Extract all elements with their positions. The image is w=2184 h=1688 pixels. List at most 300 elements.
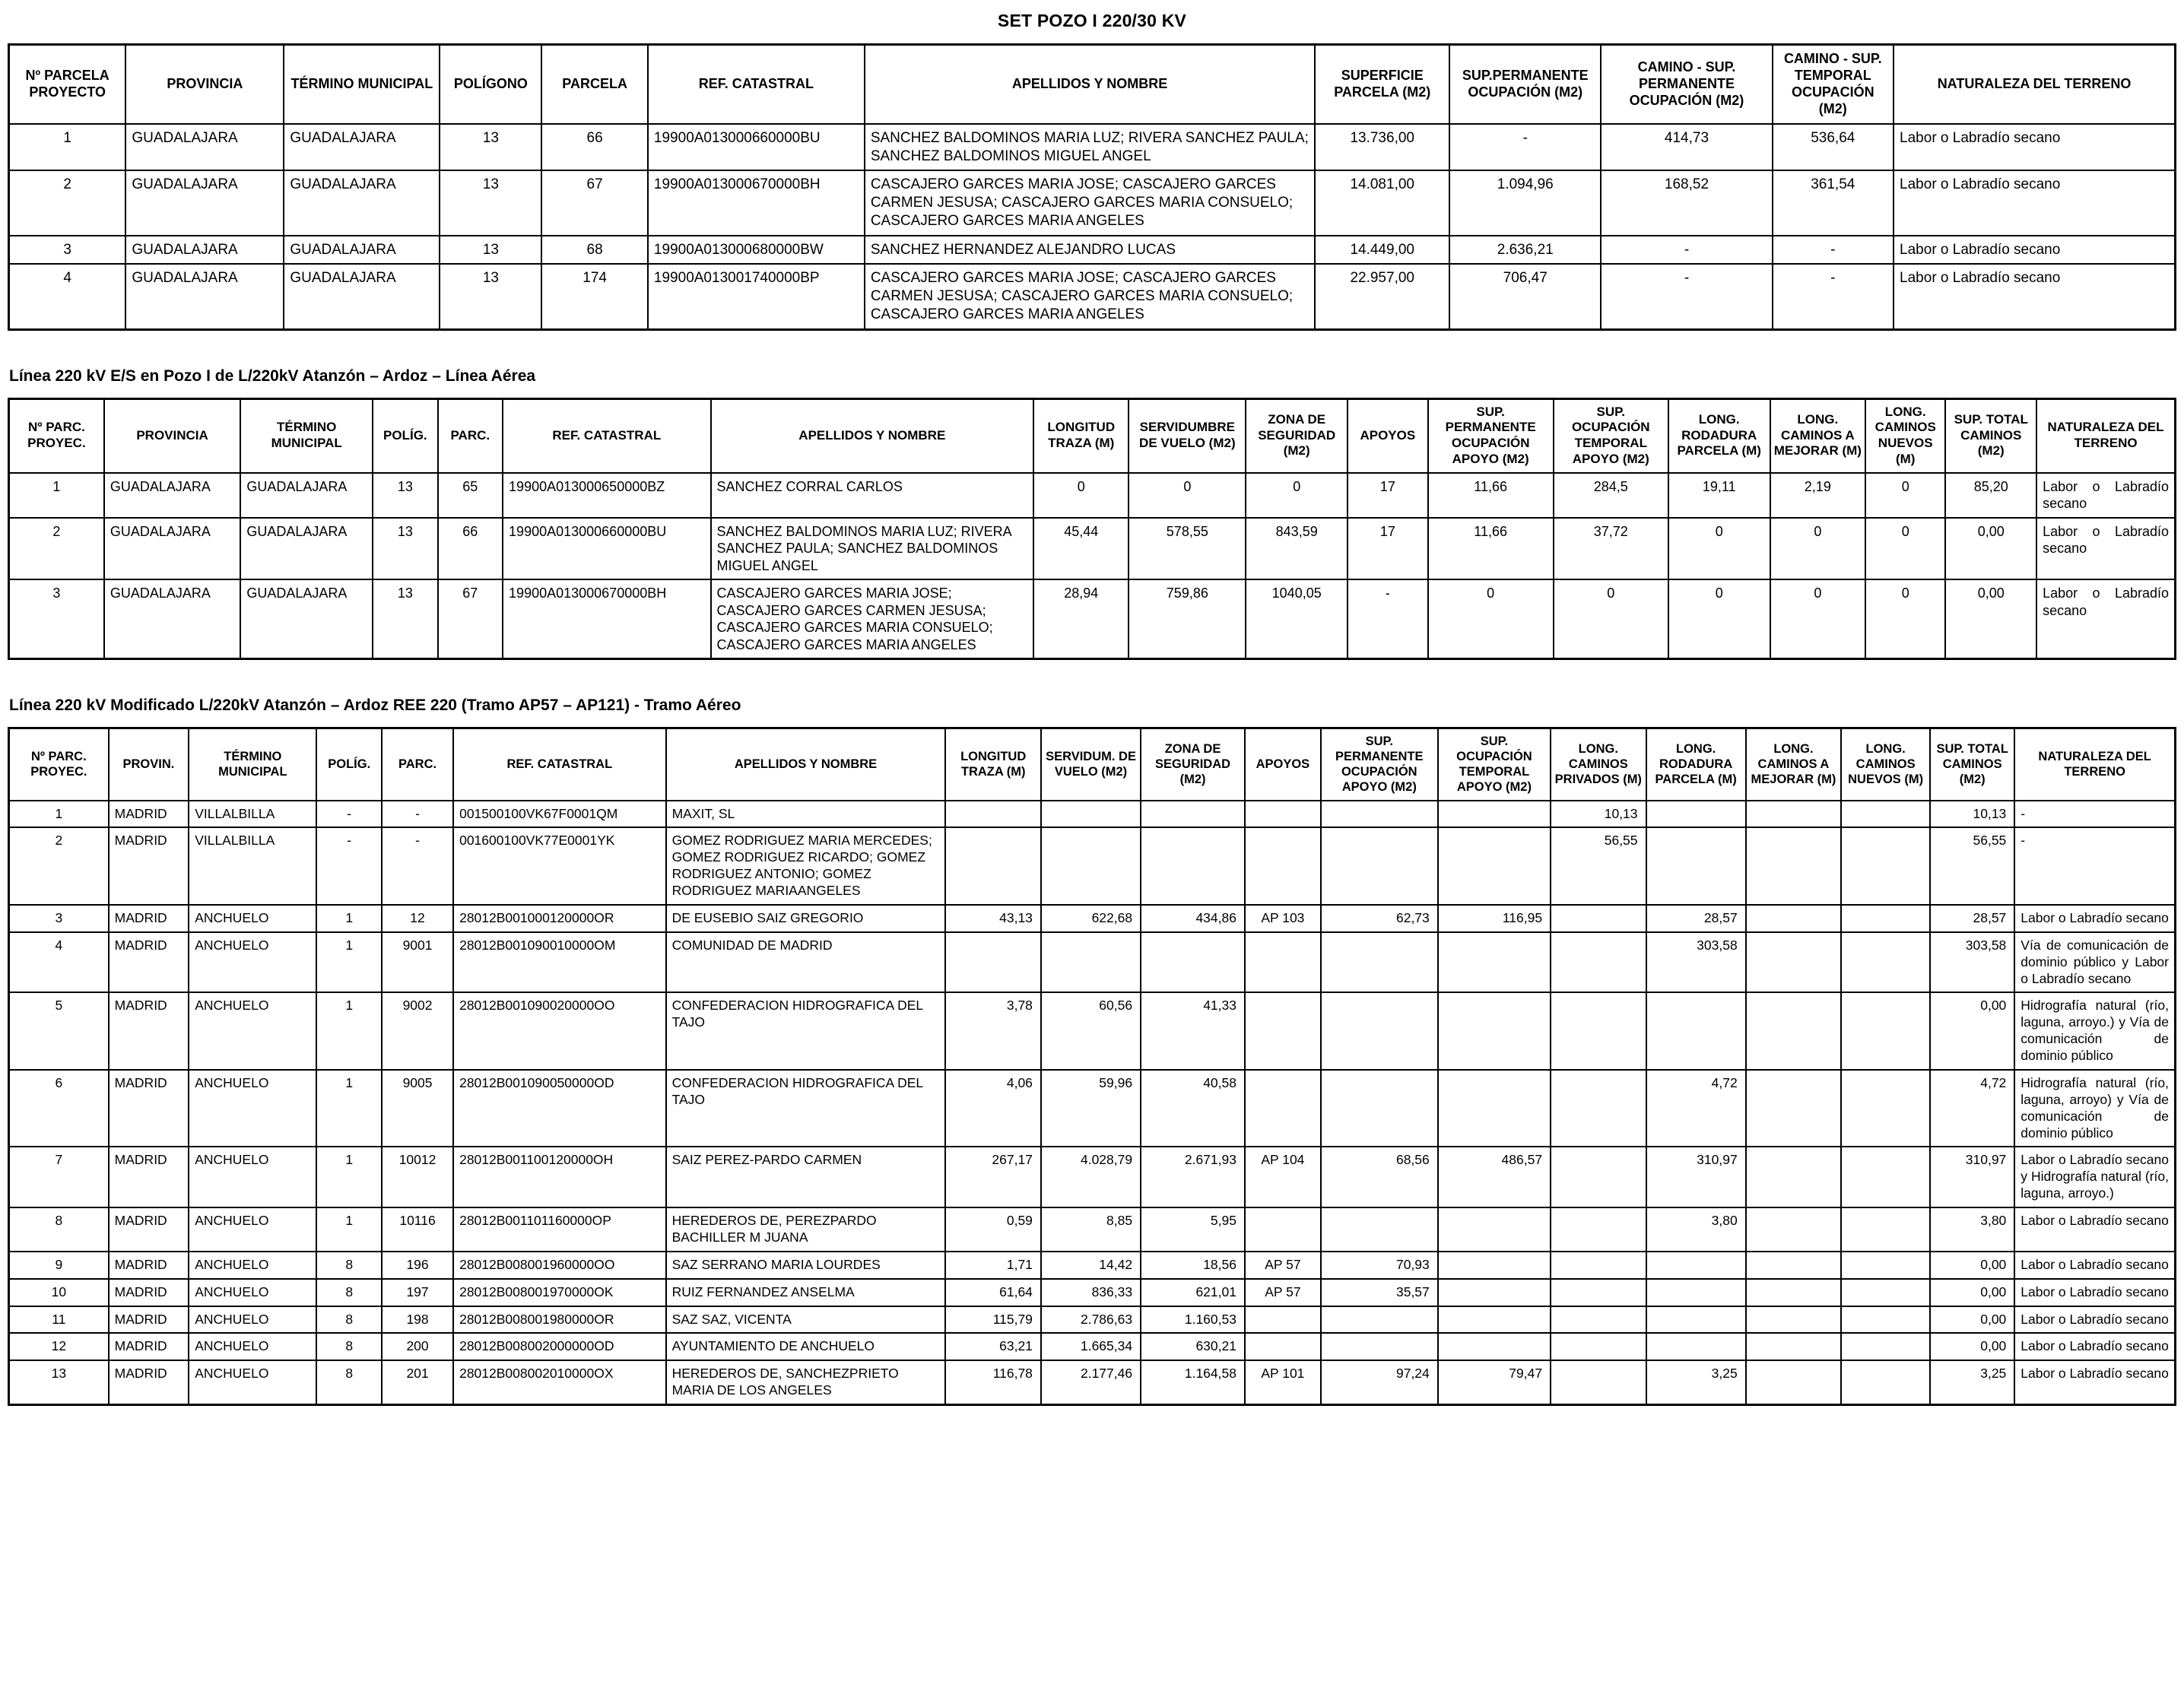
column-header: SUP. OCUPACIÓN TEMPORAL APOYO (M2) — [1438, 728, 1551, 801]
table-cell: 10,13 — [1551, 801, 1646, 828]
table-cell: 2 — [9, 827, 109, 905]
table-cell: CASCAJERO GARCES MARIA JOSE; CASCAJERO GARCES CARMEN JESUSA; CASCAJERO GARCES MARIA CONSUELO; CASCAJERO GARCES MARIA ANGELES — [711, 579, 1034, 659]
table-cell: 68,56 — [1321, 1147, 1438, 1207]
table-cell: 79,47 — [1438, 1360, 1551, 1404]
table-cell: Labor o Labradío secano — [2014, 1207, 2175, 1252]
table-cell — [1321, 1333, 1438, 1360]
column-header: ZONA DE SEGURIDAD (M2) — [1246, 398, 1348, 472]
table-cell: 28012B008001960000OO — [453, 1252, 665, 1279]
table-cell — [1245, 932, 1321, 993]
table-cell: 19900A013000680000BW — [648, 236, 865, 265]
column-header: PROVIN. — [109, 728, 189, 801]
table-cell — [1646, 992, 1746, 1070]
table-cell: 66 — [541, 124, 648, 171]
table-cell: Hidrografía natural (río, laguna, arroyo.) y Vía de comunicación de dominio público — [2014, 992, 2175, 1070]
table-cell — [1438, 1070, 1551, 1147]
table-cell: 0,00 — [1930, 1279, 2014, 1306]
table-body — [9, 801, 2176, 1405]
table-cell: 0 — [1246, 473, 1348, 518]
table-cell: 116,78 — [945, 1360, 1040, 1404]
table-cell: MADRID — [109, 932, 189, 993]
table-row — [9, 1207, 2176, 1252]
table-cell: GUADALAJARA — [125, 124, 284, 171]
column-header: REF. CATASTRAL — [648, 45, 865, 124]
table-cell — [1551, 1360, 1646, 1404]
table-cell: 310,97 — [1930, 1147, 2014, 1207]
table-cell: ANCHUELO — [189, 1360, 316, 1404]
table-row — [9, 1360, 2176, 1404]
table-header — [9, 728, 2176, 801]
table-cell: 197 — [382, 1279, 453, 1306]
table-cell: DE EUSEBIO SAIZ GREGORIO — [666, 905, 946, 932]
table-cell: 5,95 — [1141, 1207, 1245, 1252]
table-cell — [1746, 1279, 1841, 1306]
column-header: SUP. PERMANENTE OCUPACIÓN APOYO (M2) — [1321, 728, 1438, 801]
table-cell: MADRID — [109, 992, 189, 1070]
table-cell: 19900A013000670000BH — [503, 579, 711, 659]
table-cell: 59,96 — [1041, 1070, 1141, 1147]
column-header: APELLIDOS Y NOMBRE — [711, 398, 1034, 472]
table-cell — [1841, 905, 1930, 932]
table-cell — [1438, 827, 1551, 905]
table-cell: 174 — [541, 264, 648, 329]
table-cell: 19,11 — [1668, 473, 1770, 518]
table-cell — [1841, 932, 1930, 993]
column-header: POLÍG. — [316, 728, 382, 801]
table-cell: ANCHUELO — [189, 1252, 316, 1279]
table-cell: - — [2014, 827, 2175, 905]
table-cell: VILLALBILLA — [189, 801, 316, 828]
table-cell — [1551, 1252, 1646, 1279]
table-cell — [1551, 1306, 1646, 1334]
table-cell: 65 — [438, 473, 503, 518]
table-cell — [1321, 992, 1438, 1070]
table-cell: ANCHUELO — [189, 1207, 316, 1252]
table-cell: 12 — [9, 1333, 109, 1360]
table-cell: 12 — [382, 905, 453, 932]
table-row — [9, 1306, 2176, 1334]
table-cell — [1746, 1070, 1841, 1147]
table-cell: MADRID — [109, 1147, 189, 1207]
table-cell: GUADALAJARA — [125, 170, 284, 235]
column-header: SUP.PERMANENTE OCUPACIÓN (M2) — [1449, 45, 1601, 124]
table-cell: 1 — [316, 905, 382, 932]
table-cell: - — [1773, 236, 1894, 265]
table-cell: CASCAJERO GARCES MARIA JOSE; CASCAJERO GARCES CARMEN JESUSA; CASCAJERO GARCES MARIA CONSUELO; CASCAJERO GARCES MARIA ANGELES — [865, 264, 1316, 329]
table-cell: 843,59 — [1246, 518, 1348, 580]
table-cell: Labor o Labradío secano — [2014, 905, 2175, 932]
table-cell: - — [382, 801, 453, 828]
table-cell: 3 — [9, 579, 104, 659]
table-row — [9, 1279, 2176, 1306]
column-header: SUP. OCUPACIÓN TEMPORAL APOYO (M2) — [1554, 398, 1668, 472]
table-cell — [945, 932, 1040, 993]
table-cell: MADRID — [109, 905, 189, 932]
table-row — [9, 905, 2176, 932]
table-cell: 8 — [316, 1306, 382, 1334]
table-cell — [1646, 827, 1746, 905]
table-cell: 1 — [316, 992, 382, 1070]
table-cell — [945, 801, 1040, 828]
table-row — [9, 236, 2176, 265]
table-cell: 10012 — [382, 1147, 453, 1207]
table-cell: CONFEDERACION HIDROGRAFICA DEL TAJO — [666, 1070, 946, 1147]
table-cell: - — [1773, 264, 1894, 329]
table-cell: 284,5 — [1554, 473, 1668, 518]
table-cell: - — [1601, 236, 1772, 265]
table-cell — [1646, 1252, 1746, 1279]
table-cell — [1438, 1306, 1551, 1334]
table-cell: 14,42 — [1041, 1252, 1141, 1279]
table-cell: 4 — [9, 264, 126, 329]
table-cell: 486,57 — [1438, 1147, 1551, 1207]
table-cell — [1746, 1252, 1841, 1279]
table-cell — [1746, 1306, 1841, 1334]
table-cell: 13 — [440, 264, 541, 329]
table-cell: 4,06 — [945, 1070, 1040, 1147]
table-cell: 13 — [373, 518, 437, 580]
table-cell: CONFEDERACION HIDROGRAFICA DEL TAJO — [666, 992, 946, 1070]
table-cell: 63,21 — [945, 1333, 1040, 1360]
table-cell: 60,56 — [1041, 992, 1141, 1070]
table-cell: GUADALAJARA — [125, 236, 284, 265]
table-cell — [1321, 1070, 1438, 1147]
table-cell: GUADALAJARA — [240, 518, 373, 580]
table-cell: 22.957,00 — [1315, 264, 1449, 329]
table-cell: AP 57 — [1245, 1252, 1321, 1279]
table-cell — [1841, 1333, 1930, 1360]
parcel-table-set-pozo — [8, 43, 2176, 331]
column-header: LONG. RODADURA PARCELA (M) — [1646, 728, 1746, 801]
table-row — [9, 827, 2176, 905]
table-cell: - — [316, 827, 382, 905]
table-cell — [1245, 827, 1321, 905]
table-cell — [1551, 1070, 1646, 1147]
table-cell: 630,21 — [1141, 1333, 1245, 1360]
table-cell: 836,33 — [1041, 1279, 1141, 1306]
table-cell: 28012B001090050000OD — [453, 1070, 665, 1147]
table-cell: 19900A013000660000BU — [503, 518, 711, 580]
table-cell: 0 — [1770, 579, 1865, 659]
table-cell: 1.665,34 — [1041, 1333, 1141, 1360]
column-header: LONGITUD TRAZA (M) — [1033, 398, 1129, 472]
table-cell: 14.081,00 — [1315, 170, 1449, 235]
table-cell: 17 — [1348, 518, 1427, 580]
table-row — [9, 801, 2176, 828]
table-cell: 17 — [1348, 473, 1427, 518]
table-cell: 13 — [440, 124, 541, 171]
table-cell: 8 — [316, 1360, 382, 1404]
column-header: APELLIDOS Y NOMBRE — [865, 45, 1316, 124]
column-header: REF. CATASTRAL — [453, 728, 665, 801]
table-cell: 267,17 — [945, 1147, 1040, 1207]
table-cell: 0 — [1668, 518, 1770, 580]
table-cell: 0,00 — [1930, 1306, 2014, 1334]
table-cell: 13.736,00 — [1315, 124, 1449, 171]
parcel-table-linea-modificado — [8, 727, 2176, 1406]
table-cell — [1321, 801, 1438, 828]
table-cell: 9 — [9, 1252, 109, 1279]
table-cell: 19900A013000670000BH — [648, 170, 865, 235]
table-cell: 1040,05 — [1246, 579, 1348, 659]
table-cell: SANCHEZ CORRAL CARLOS — [711, 473, 1034, 518]
table-cell: 310,97 — [1646, 1147, 1746, 1207]
table-cell — [1551, 1333, 1646, 1360]
table-cell: Hidrografía natural (río, laguna, arroyo) y Vía de comunicación de dominio público — [2014, 1070, 2175, 1147]
table-cell: 5 — [9, 992, 109, 1070]
table-cell: Labor o Labradío secano — [1894, 170, 2175, 235]
table-cell: 198 — [382, 1306, 453, 1334]
table-cell: 28012B001000120000OR — [453, 905, 665, 932]
column-header: LONGITUD TRAZA (M) — [945, 728, 1040, 801]
table-row — [9, 1252, 2176, 1279]
column-header: TÉRMINO MUNICIPAL — [189, 728, 316, 801]
column-header: SUP. PERMANENTE OCUPACIÓN APOYO (M2) — [1428, 398, 1554, 472]
table-cell: GUADALAJARA — [284, 170, 440, 235]
header-row — [9, 728, 2176, 801]
table-header — [9, 398, 2176, 472]
table-cell — [1245, 801, 1321, 828]
table-cell: 2 — [9, 170, 126, 235]
table-cell: MADRID — [109, 1360, 189, 1404]
table-cell — [1041, 932, 1141, 993]
table-cell: ANCHUELO — [189, 1147, 316, 1207]
table-row — [9, 1333, 2176, 1360]
table-cell: 28,57 — [1930, 905, 2014, 932]
table-cell: 10116 — [382, 1207, 453, 1252]
table-cell — [1438, 1279, 1551, 1306]
table-cell: 621,01 — [1141, 1279, 1245, 1306]
table-cell: 0,00 — [1930, 992, 2014, 1070]
table-cell: 28,94 — [1033, 579, 1129, 659]
table-cell: 56,55 — [1930, 827, 2014, 905]
table-cell — [1041, 801, 1141, 828]
column-header: APELLIDOS Y NOMBRE — [666, 728, 946, 801]
table-cell: 62,73 — [1321, 905, 1438, 932]
table-cell: 28012B008001980000OR — [453, 1306, 665, 1334]
table-cell: 19900A013001740000BP — [648, 264, 865, 329]
table-cell: ANCHUELO — [189, 1070, 316, 1147]
table-cell — [1041, 827, 1141, 905]
column-header: PROVINCIA — [125, 45, 284, 124]
table-cell — [1245, 1070, 1321, 1147]
table-cell: HEREDEROS DE, SANCHEZPRIETO MARIA DE LOS ANGELES — [666, 1360, 946, 1404]
table-cell: 578,55 — [1129, 518, 1246, 580]
column-header: NATURALEZA DEL TERRENO — [1894, 45, 2175, 124]
table-cell: 3,78 — [945, 992, 1040, 1070]
table-cell: 4.028,79 — [1041, 1147, 1141, 1207]
table-cell — [1746, 905, 1841, 932]
table-cell — [1646, 1279, 1746, 1306]
table-cell: 0,00 — [1945, 579, 2036, 659]
table-cell: 414,73 — [1601, 124, 1772, 171]
table-cell — [1551, 905, 1646, 932]
table-cell: 361,54 — [1773, 170, 1894, 235]
table-row — [9, 579, 2176, 659]
header-row — [9, 45, 2176, 124]
table-cell: 3,25 — [1646, 1360, 1746, 1404]
table-cell: SAIZ PEREZ-PARDO CARMEN — [666, 1147, 946, 1207]
table-cell: SAZ SAZ, VICENTA — [666, 1306, 946, 1334]
table-cell: 28012B008001970000OK — [453, 1279, 665, 1306]
table-cell: GUADALAJARA — [125, 264, 284, 329]
table-cell: 19900A013000650000BZ — [503, 473, 711, 518]
table-cell — [1551, 992, 1646, 1070]
table-cell: 68 — [541, 236, 648, 265]
column-header: PARCELA — [541, 45, 648, 124]
table-cell — [1141, 827, 1245, 905]
table-row — [9, 473, 2176, 518]
table-cell: 001600100VK77E0001YK — [453, 827, 665, 905]
table-cell: MADRID — [109, 1252, 189, 1279]
table-cell — [1646, 1306, 1746, 1334]
table-cell: 1 — [9, 473, 104, 518]
column-header: LONG. CAMINOS A MEJORAR (M) — [1770, 398, 1865, 472]
table-cell: 168,52 — [1601, 170, 1772, 235]
table-cell: 8 — [316, 1279, 382, 1306]
table-cell: 28012B001101160000OP — [453, 1207, 665, 1252]
column-header: Nº PARC. PROYEC. — [9, 728, 109, 801]
table-cell: 622,68 — [1041, 905, 1141, 932]
table-cell: HEREDEROS DE, PEREZPARDO BACHILLER M JUANA — [666, 1207, 946, 1252]
column-header: LONG. CAMINOS PRIVADOS (M) — [1551, 728, 1646, 801]
table-row — [9, 1147, 2176, 1207]
column-header: SUP. TOTAL CAMINOS (M2) — [1945, 398, 2036, 472]
table-cell: GUADALAJARA — [104, 579, 240, 659]
table-cell — [1746, 1360, 1841, 1404]
table-cell: 0,00 — [1930, 1333, 2014, 1360]
table-cell: 1 — [316, 1207, 382, 1252]
table-cell: MADRID — [109, 1306, 189, 1334]
table-cell: Labor o Labradío secano — [2014, 1360, 2175, 1404]
table-cell — [1551, 1147, 1646, 1207]
table-cell — [1438, 932, 1551, 993]
table-cell: 19900A013000660000BU — [648, 124, 865, 171]
column-header: APOYOS — [1348, 398, 1427, 472]
table-cell: 201 — [382, 1360, 453, 1404]
table-cell: AYUNTAMIENTO DE ANCHUELO — [666, 1333, 946, 1360]
table-cell — [1841, 1279, 1930, 1306]
table-cell: 67 — [438, 579, 503, 659]
table-cell: 56,55 — [1551, 827, 1646, 905]
table-cell: 0 — [1865, 473, 1945, 518]
table-cell: 1 — [9, 124, 126, 171]
column-header: APOYOS — [1245, 728, 1321, 801]
table-cell: ANCHUELO — [189, 992, 316, 1070]
table-row — [9, 1070, 2176, 1147]
table-cell: 3,80 — [1930, 1207, 2014, 1252]
table-cell: MADRID — [109, 1070, 189, 1147]
table-cell: Labor o Labradío secano — [1894, 264, 2175, 329]
table-cell: AP 101 — [1245, 1360, 1321, 1404]
table-cell: MADRID — [109, 1207, 189, 1252]
table-cell: 3,25 — [1930, 1360, 2014, 1404]
table-cell: 40,58 — [1141, 1070, 1245, 1147]
table-cell: 35,57 — [1321, 1279, 1438, 1306]
column-header: SERVIDUMBRE DE VUELO (M2) — [1129, 398, 1246, 472]
table-cell: 2 — [9, 518, 104, 580]
column-header: LONG. RODADURA PARCELA (M) — [1668, 398, 1770, 472]
table-cell: GUADALAJARA — [104, 518, 240, 580]
table-cell: 28012B008002010000OX — [453, 1360, 665, 1404]
table-cell: Labor o Labradío secano — [1894, 236, 2175, 265]
table-cell: 303,58 — [1930, 932, 2014, 993]
table-cell — [1841, 1360, 1930, 1404]
table-cell: 0 — [1129, 473, 1246, 518]
table-cell: ANCHUELO — [189, 1306, 316, 1334]
column-header: Nº PARCELA PROYECTO — [9, 45, 126, 124]
table-cell: 9005 — [382, 1070, 453, 1147]
table-cell: - — [1348, 579, 1427, 659]
table-cell: 536,64 — [1773, 124, 1894, 171]
table-cell: GOMEZ RODRIGUEZ MARIA MERCEDES; GOMEZ RODRIGUEZ RICARDO; GOMEZ RODRIGUEZ ANTONIO; GOMEZ RODRIGUEZ MARIAANGELES — [666, 827, 946, 905]
table-cell: 0 — [1770, 518, 1865, 580]
table-cell — [1438, 1207, 1551, 1252]
table-cell: VILLALBILLA — [189, 827, 316, 905]
column-header: LONG. CAMINOS NUEVOS (M) — [1841, 728, 1930, 801]
parcel-table-linea-es — [8, 398, 2176, 660]
table-cell: Vía de comunicación de dominio público y Labor o Labradío secano — [2014, 932, 2175, 993]
column-header: REF. CATASTRAL — [503, 398, 711, 472]
table-cell: COMUNIDAD DE MADRID — [666, 932, 946, 993]
table-cell: GUADALAJARA — [284, 264, 440, 329]
table-header — [9, 45, 2176, 124]
table-body — [9, 473, 2176, 659]
column-header: PARC. — [438, 398, 503, 472]
table-cell: GUADALAJARA — [240, 579, 373, 659]
table-cell: 66 — [438, 518, 503, 580]
table-cell — [1438, 1333, 1551, 1360]
table-cell: 13 — [373, 473, 437, 518]
table-cell: GUADALAJARA — [284, 124, 440, 171]
table-cell: 303,58 — [1646, 932, 1746, 993]
table-cell — [1841, 1147, 1930, 1207]
table-row — [9, 518, 2176, 580]
table-cell: Labor o Labradío secano — [2036, 518, 2175, 580]
table-cell: AP 104 — [1245, 1147, 1321, 1207]
table-cell: 759,86 — [1129, 579, 1246, 659]
table-cell: 67 — [541, 170, 648, 235]
table-cell: - — [382, 827, 453, 905]
table-cell — [1438, 1252, 1551, 1279]
table-cell: 6 — [9, 1070, 109, 1147]
column-header: ZONA DE SEGURIDAD (M2) — [1141, 728, 1245, 801]
table-cell — [1321, 827, 1438, 905]
table-cell: 1 — [9, 801, 109, 828]
column-header: POLÍG. — [373, 398, 437, 472]
column-header: TÉRMINO MUNICIPAL — [240, 398, 373, 472]
table-cell: 4,72 — [1930, 1070, 2014, 1147]
table-cell: 4 — [9, 932, 109, 993]
table-cell: 116,95 — [1438, 905, 1551, 932]
table-cell: - — [1449, 124, 1601, 171]
column-header: SUP. TOTAL CAMINOS (M2) — [1930, 728, 2014, 801]
table-cell: 0 — [1554, 579, 1668, 659]
table-cell — [1438, 992, 1551, 1070]
table-cell — [1746, 801, 1841, 828]
table-cell — [1551, 1279, 1646, 1306]
table-cell: 97,24 — [1321, 1360, 1438, 1404]
table-cell: 0 — [1865, 579, 1945, 659]
table-cell: SAZ SERRANO MARIA LOURDES — [666, 1252, 946, 1279]
column-header: NATURALEZA DEL TERRENO — [2036, 398, 2175, 472]
table-cell — [1746, 1207, 1841, 1252]
table-cell: GUADALAJARA — [240, 473, 373, 518]
table-body — [9, 124, 2176, 329]
table-cell: 1.094,96 — [1449, 170, 1601, 235]
table-cell: 28012B001090020000OO — [453, 992, 665, 1070]
table-cell: RUIZ FERNANDEZ ANSELMA — [666, 1279, 946, 1306]
